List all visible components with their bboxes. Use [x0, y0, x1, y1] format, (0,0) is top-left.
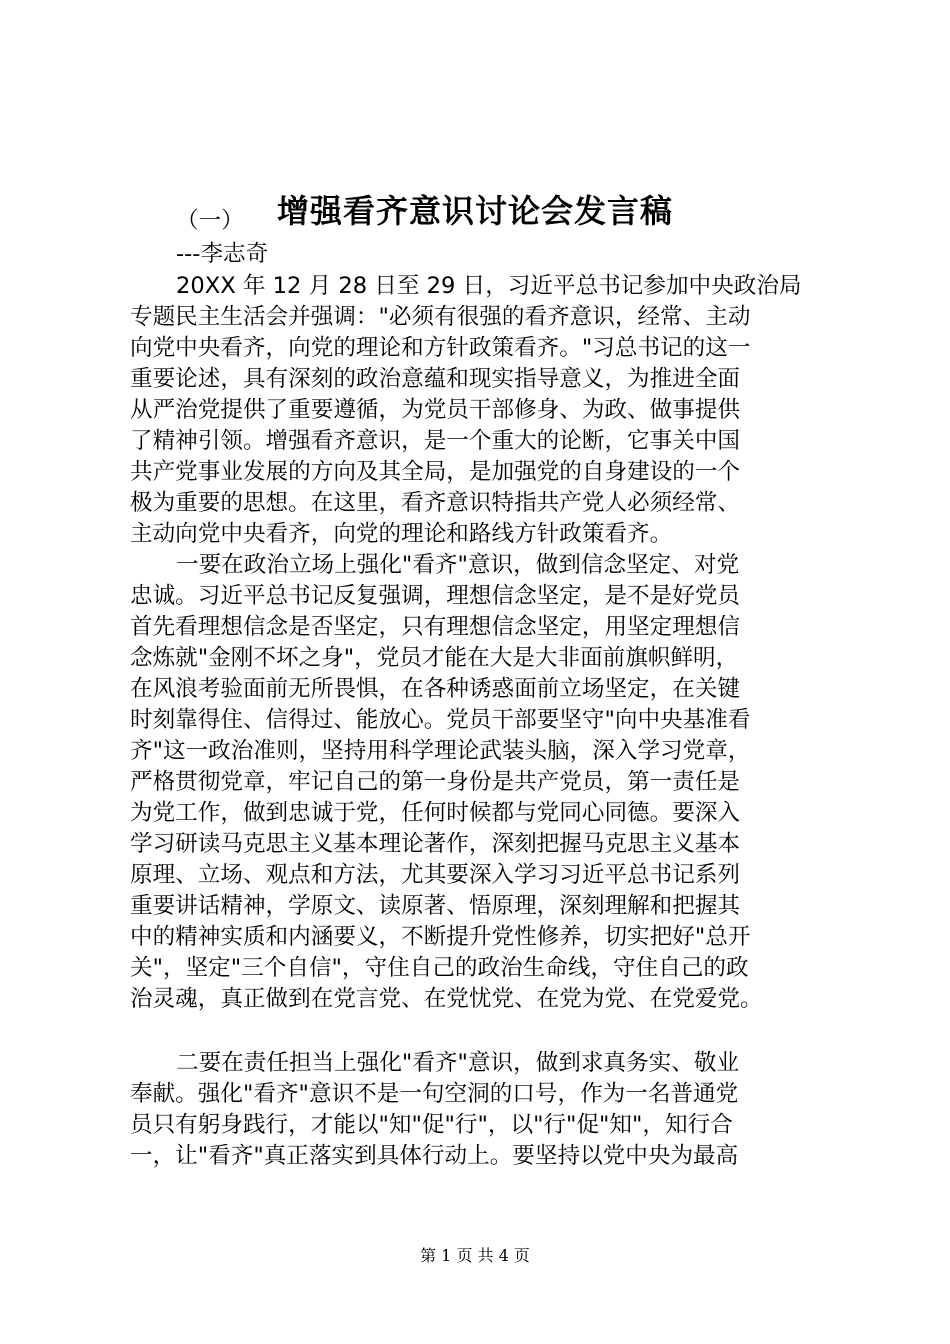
paragraph-1-line: 从严治党提供了重要遵循，为党员干部修身、为政、做事提供: [130, 397, 741, 423]
paragraph-2-line: 首先看理想信念是否坚定，只有理想信念坚定，用坚定理想信: [130, 614, 741, 640]
paragraph-1-line: 向党中央看齐，向党的理论和方针政策看齐。"习总书记的这一: [130, 335, 751, 361]
paragraph-1-line: 了精神引领。增强看齐意识，是一个重大的论断，它事关中国: [130, 428, 741, 454]
document-title: 增强看齐意识讨论会发言稿: [276, 192, 673, 230]
paragraph-1-line: 专题民主生活会并强调："必须有很强的看齐意识，经常、主动: [130, 304, 751, 330]
paragraph-3-line: 奉献。强化"看齐"意识不是一句空洞的口号，作为一名普通党: [130, 1081, 739, 1107]
paragraph-1-line: 主动向党中央看齐，向党的理论和路线方针政策看齐。: [130, 521, 673, 547]
paragraph-2-line: 一要在政治立场上强化"看齐"意识，做到信念坚定、对党: [176, 552, 740, 578]
paragraph-1-line: 极为重要的思想。在这里，看齐意识特指共产党人必须经常、: [130, 490, 741, 516]
paragraph-2-line: 在风浪考验面前无所畏惧，在各种诱惑面前立场坚定，在关键: [130, 676, 741, 702]
paragraph-2-line: 关"，坚定"三个自信"，守住自己的政治生命线，守住自己的政: [130, 955, 749, 981]
paragraph-2-line: 治灵魂，真正做到在党言党、在党忧党、在党为党、在党爱党。: [130, 986, 763, 1012]
paragraph-1-line: 重要论述，具有深刻的政治意蕴和现实指导意义，为推进全面: [130, 366, 741, 392]
paragraph-2-line: 齐"这一政治准则，坚持用科学理论武装头脑，深入学习党章，: [130, 738, 751, 764]
page-number: 第 1 页 共 4 页: [420, 1246, 530, 1265]
paragraph-1-line: 20XX 年 12 月 28 日至 29 日，习近平总书记参加中央政治局: [176, 273, 802, 299]
paragraph-2-line: 学习研读马克思主义基本理论著作，深刻把握马克思主义基本: [130, 831, 741, 857]
paragraph-2-line: 忠诚。习近平总书记反复强调，理想信念坚定，是不是好党员: [130, 583, 741, 609]
paragraph-3-line: 一，让"看齐"真正落实到具体行动上。要坚持以党中央为最高: [130, 1143, 739, 1169]
paragraph-3-line: 员只有躬身践行，才能以"知"促"行"，以"行"促"知"，知行合: [130, 1112, 733, 1138]
paragraph-2-line: 严格贯彻党章，牢记自己的第一身份是共产党员，第一责任是: [130, 769, 741, 795]
paragraph-1-line: 共产党事业发展的方向及其全局，是加强党的自身建设的一个: [130, 459, 741, 485]
author: ---李志奇: [176, 241, 269, 267]
paragraph-2-line: 原理、立场、观点和方法，尤其要深入学习习近平总书记系列: [130, 862, 741, 888]
paragraph-3-line: 二要在责任担当上强化"看齐"意识，做到求真务实、敬业: [176, 1050, 740, 1076]
paragraph-2-line: 中的精神实质和内涵要义，不断提升党性修养，切实把好"总开: [130, 924, 751, 950]
paragraph-2-line: 时刻靠得住、信得过、能放心。党员干部要坚守"向中央基准看: [130, 707, 751, 733]
paragraph-2-line: 念炼就"金刚不坏之身"，党员才能在大是大非面前旗帜鲜明，: [130, 645, 739, 671]
subtitle: （一）: [176, 208, 244, 234]
paragraph-2-line: 重要讲话精神，学原文、读原著、悟原理，深刻理解和把握其: [130, 893, 741, 919]
paragraph-2-line: 为党工作，做到忠诚于党，任何时候都与党同心同德。要深入: [130, 800, 741, 826]
